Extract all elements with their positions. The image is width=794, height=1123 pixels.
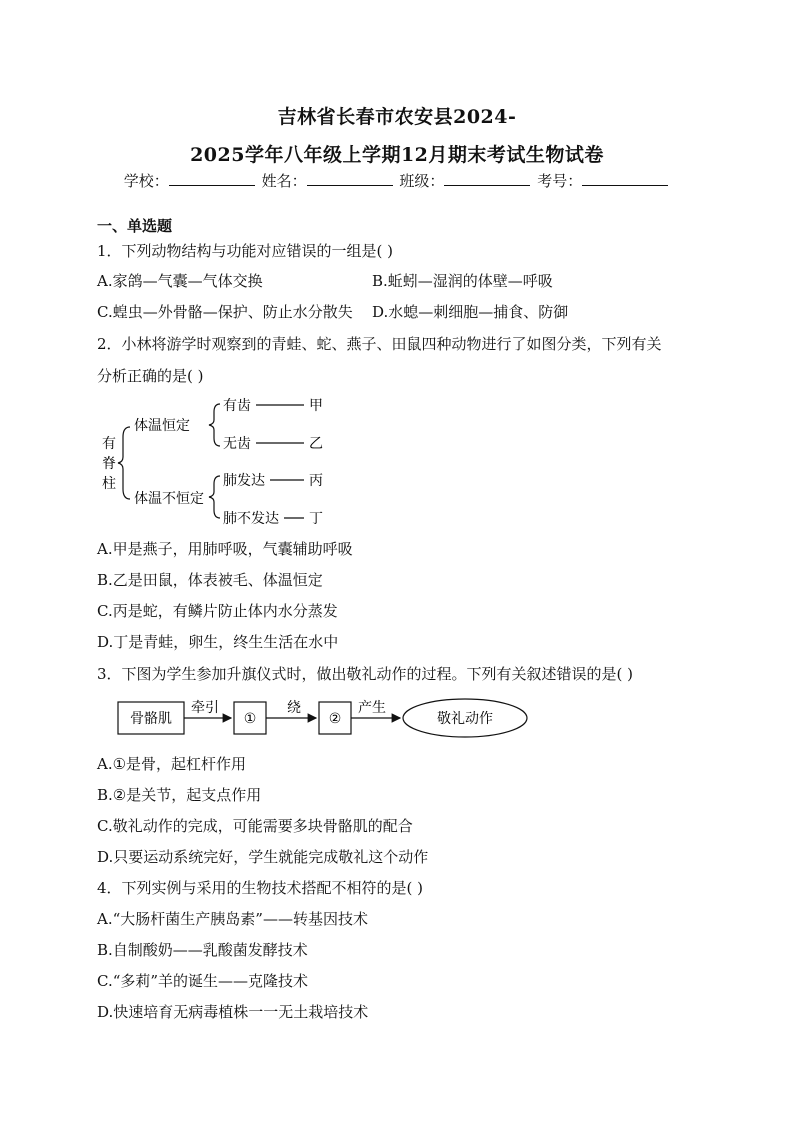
class-label: 班级： [399,172,445,190]
question-1-option-b[interactable]: B.蚯蚓—湿润的体壁—呼吸 [372,272,553,290]
question-2-stem-line-2: 分析正确的是( ) [97,367,204,385]
jia-label: 甲 [309,398,323,414]
arrow-2-label: 绕 [287,700,301,716]
student-info-row [0,170,794,191]
question-1-option-c[interactable]: C.蝗虫—外骨骼—保护、防止水分散失 [97,303,353,321]
root-char-2: 脊 [102,456,116,472]
root-brace [118,427,130,499]
salute-process-diagram [110,694,530,744]
has-teeth-label: 有齿 [223,398,251,414]
box-2-label: ② [328,711,342,727]
question-2-option-b[interactable]: B.乙是田鼠，体表被毛、体温恒定 [97,571,323,589]
warm-brace [209,404,220,446]
question-2-option-a[interactable]: A.甲是燕子，用肺呼吸，气囊辅助呼吸 [97,540,353,558]
box-1-label: ① [243,711,257,727]
question-3-option-d[interactable]: D.只要运动系统完好，学生就能完成敬礼这个动作 [97,848,429,866]
question-3-option-a[interactable]: A.①是骨，起杠杆作用 [97,755,247,773]
root-char-3: 柱 [102,476,116,492]
cold-blooded-label: 体温不恒定 [134,491,204,507]
name-label: 姓名： [261,172,307,190]
warm-blooded-label: 体温恒定 [134,418,190,434]
school-blank[interactable] [169,171,255,186]
question-4-stem: 4．下列实例与采用的生物技术搭配不相符的是( ) [97,879,424,897]
question-4-option-b[interactable]: B.自制酸奶——乳酸菌发酵技术 [97,941,308,959]
class-blank[interactable] [444,171,530,186]
question-3-stem: 3．下图为学生参加升旗仪式时，做出敬礼动作的过程。下列有关叙述错误的是( ) [97,665,634,683]
section-heading: 一、单选题 [97,217,173,235]
lung-undeveloped-label: 肺不发达 [223,511,279,527]
question-4-option-a[interactable]: A.“大肠杆菌生产胰岛素”——转基因技术 [97,910,368,928]
exam-no-blank[interactable] [582,171,668,186]
no-teeth-label: 无齿 [223,436,251,452]
bing-label: 丙 [309,473,323,489]
question-4-option-d[interactable]: D.快速培育无病毒植株一一无土栽培技术 [97,1003,369,1021]
arrow-3-label: 产生 [358,700,386,716]
title-line-1: 吉林省长春市农安县2024- [277,106,517,128]
question-2-option-d[interactable]: D.丁是青蛙，卵生，终生生活在水中 [97,633,339,651]
name-blank[interactable] [307,171,393,186]
arrow-1-label: 牵引 [191,700,219,716]
title-line-2: 2025学年八年级上学期12月期末考试生物试卷 [190,144,604,166]
yi-label: 乙 [309,436,323,452]
question-2-stem-line-1: 2．小林将游学时观察到的青蛙、蛇、燕子、田鼠四种动物进行了如图分类，下列有关 [97,335,662,353]
salute-action-label: 敬礼动作 [437,711,493,727]
question-1-stem: 1．下列动物结构与功能对应错误的一组是( ) [97,242,394,260]
classification-diagram [90,392,350,534]
skeletal-muscle-label: 骨骼肌 [130,711,172,727]
root-char-1: 有 [102,436,116,452]
question-4-option-c[interactable]: C.“多莉”羊的诞生——克隆技术 [97,972,309,990]
question-3-option-b[interactable]: B.②是关节，起支点作用 [97,786,262,804]
ding-label: 丁 [309,511,323,527]
school-label: 学校： [123,172,169,190]
question-3-option-c[interactable]: C.敬礼动作的完成，可能需要多块骨骼肌的配合 [97,817,413,835]
question-1-option-a[interactable]: A.家鸽—气囊—气体交换 [97,272,263,290]
exam-no-label: 考号： [537,172,583,190]
lung-developed-label: 肺发达 [223,473,265,489]
question-1-option-d[interactable]: D.水螅—刺细胞—捕食、防御 [372,303,569,321]
question-2-option-c[interactable]: C.丙是蛇，有鳞片防止体内水分蒸发 [97,602,338,620]
cold-brace [209,476,220,518]
